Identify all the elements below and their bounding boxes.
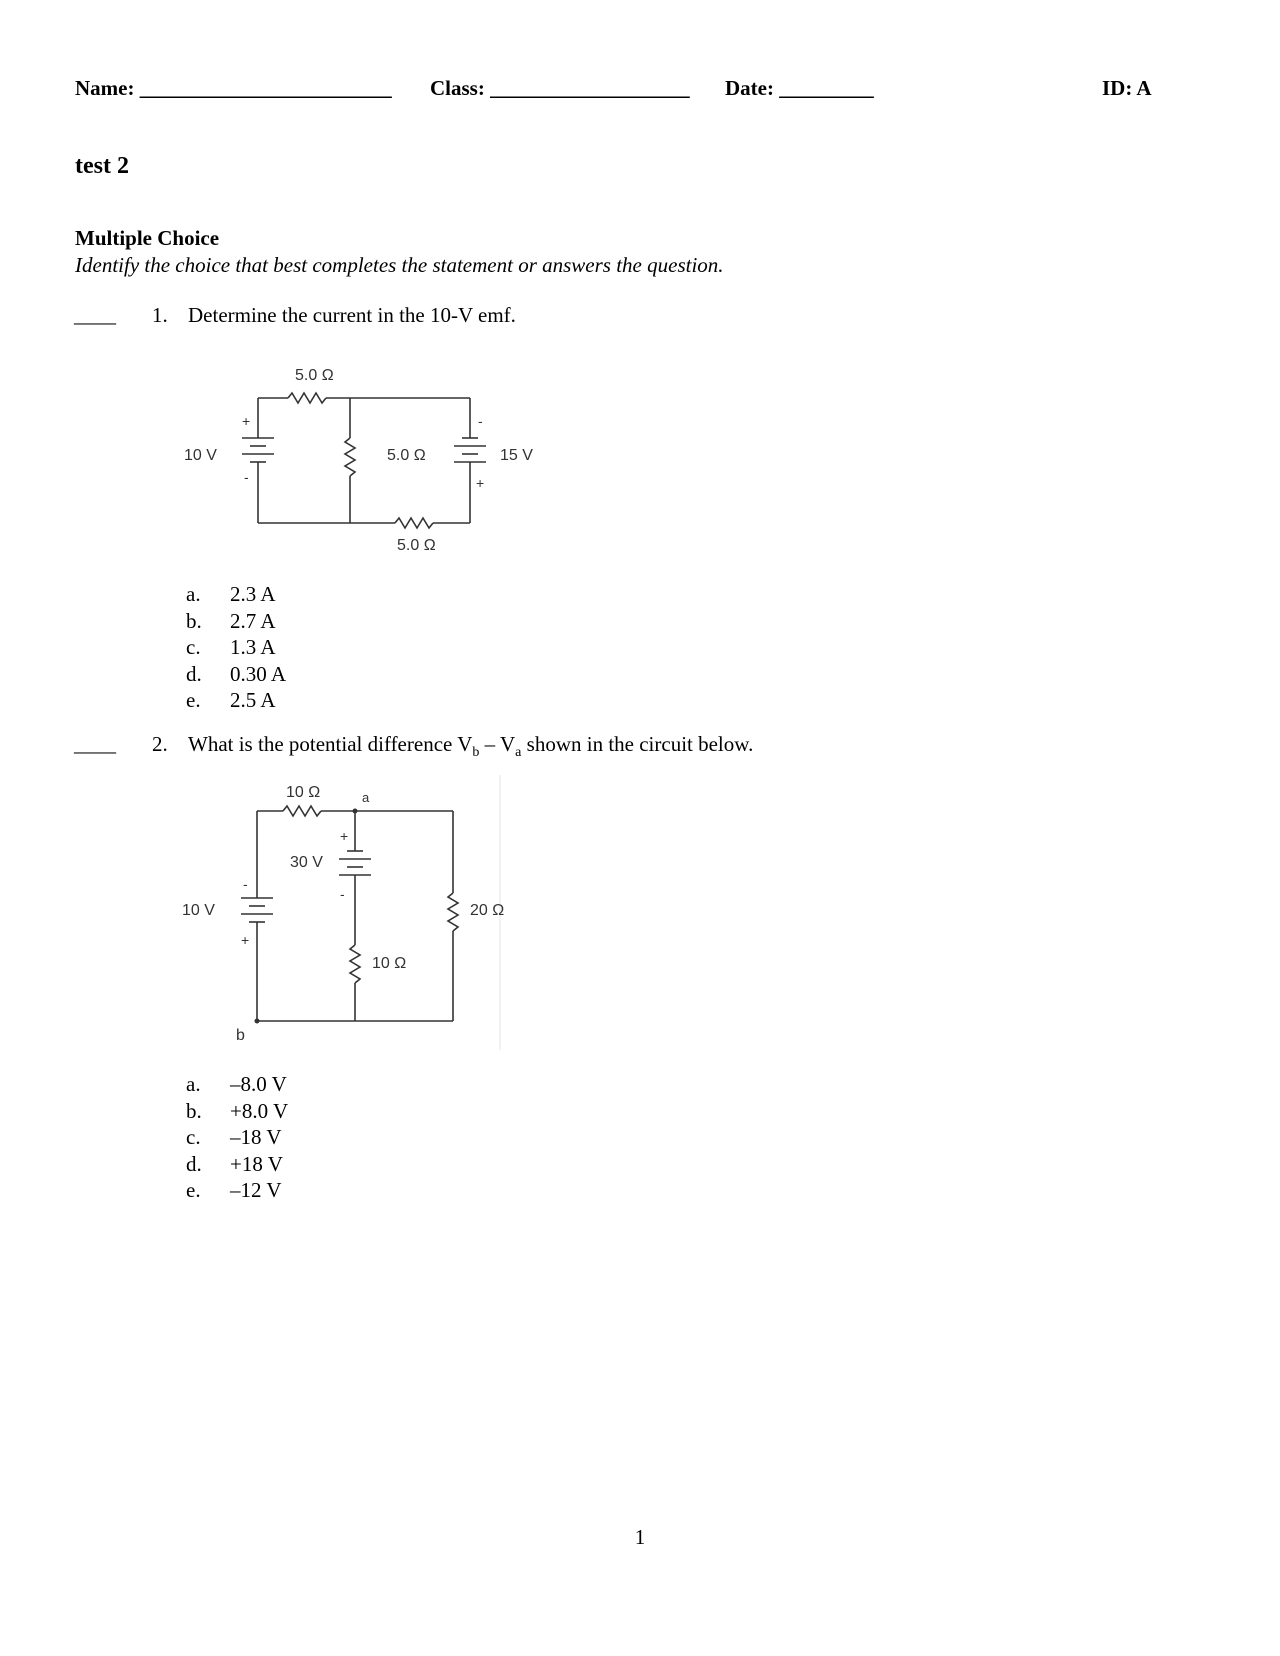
choice-letter: a.: [186, 582, 201, 606]
circuit2-right-resistor-label: 20 Ω: [470, 902, 505, 919]
circuit2-left-minus-sign: -: [243, 876, 248, 892]
page-number: 1: [634, 1525, 646, 1549]
choice-2a[interactable]: [186, 1071, 288, 1098]
circuit1-right-plus-sign: +: [476, 475, 485, 491]
choice-text: 2.3 A: [230, 582, 276, 606]
choice-text: +8.0 V: [230, 1098, 289, 1123]
circuit2-middle-voltage-label: 30 V: [290, 854, 323, 871]
circuit1-bottom-resistor-label: 5.0 Ω: [397, 537, 436, 554]
choice-letter: c.: [186, 1125, 201, 1149]
choice-2b[interactable]: [186, 1098, 288, 1125]
choice-letter: e.: [186, 1178, 201, 1202]
circuit1-top-resistor-label: 5.0 Ω: [295, 367, 334, 384]
circuit2-node-a-label: a: [362, 790, 370, 805]
choice-1d[interactable]: [186, 661, 286, 688]
circuit1-right-voltage-label: 15 V: [500, 447, 533, 464]
choices-list-2: [186, 1071, 288, 1204]
choice-1e[interactable]: [186, 687, 286, 714]
test-title: test 2: [75, 153, 129, 179]
section-instructions: Identify the choice that best completes the statement or answers the question.: [75, 253, 724, 277]
choice-letter: d.: [186, 1151, 202, 1176]
question-number-2: 2.: [152, 732, 168, 756]
choice-text: –8.0 V: [230, 1072, 287, 1096]
circuit1-left-minus-sign: -: [244, 469, 249, 485]
name-field-label: Name: ________________________: [75, 76, 392, 100]
circuit2-middle-minus-sign: -: [340, 886, 345, 902]
test-id-label: ID: A: [1102, 76, 1152, 100]
circuit-diagram-2: [180, 775, 520, 1050]
class-field-label: Class: ___________________: [430, 76, 690, 100]
choice-letter: e.: [186, 688, 201, 712]
circuit1-middle-resistor-label: 5.0 Ω: [387, 447, 426, 464]
choice-text: +18 V: [230, 1151, 283, 1176]
circuit-diagram-1: [180, 350, 560, 565]
choice-letter: d.: [186, 661, 202, 686]
answer-blank-1: ____: [74, 303, 116, 327]
choice-2c[interactable]: [186, 1124, 288, 1151]
choice-letter: b.: [186, 608, 202, 633]
choice-text: –18 V: [230, 1125, 282, 1149]
circuit2-middle-plus-sign: +: [340, 828, 349, 844]
choice-1b[interactable]: [186, 608, 286, 635]
circuit2-top-resistor-label: 10 Ω: [286, 784, 321, 801]
choice-1a[interactable]: [186, 581, 286, 608]
choices-list-1: [186, 581, 286, 714]
circuit2-node-a-dot: [353, 809, 358, 814]
circuit2-left-plus-sign: +: [241, 932, 250, 948]
answer-blank-2: ____: [74, 732, 116, 756]
choice-letter: c.: [186, 635, 201, 659]
choice-letter: b.: [186, 1098, 202, 1123]
circuit1-right-minus-sign: -: [478, 413, 483, 429]
circuit2-middle-resistor-label: 10 Ω: [372, 955, 407, 972]
choice-text: 1.3 A: [230, 635, 276, 659]
date-field-label: Date: _________: [725, 76, 874, 100]
choice-letter: a.: [186, 1072, 201, 1096]
choice-text: –12 V: [230, 1178, 282, 1202]
question-text-1: Determine the current in the 10-V emf.: [188, 303, 516, 327]
choice-2d[interactable]: [186, 1151, 288, 1178]
choice-1c[interactable]: [186, 634, 286, 661]
circuit2-left-voltage-label: 10 V: [182, 902, 215, 919]
question-text-2: What is the potential difference $V_b - V_a$ shown in the circuit below.: [188, 732, 754, 761]
circuit1-left-voltage-label: 10 V: [184, 447, 217, 464]
choice-text: 0.30 A: [230, 661, 287, 686]
choice-2e[interactable]: [186, 1177, 288, 1204]
question-number-1: 1.: [152, 303, 168, 327]
circuit2-node-b-label: b: [236, 1027, 245, 1044]
choice-text: 2.5 A: [230, 688, 276, 712]
choice-text: 2.7 A: [230, 608, 276, 633]
section-heading: Multiple Choice: [75, 226, 220, 250]
circuit2-node-b-dot: [255, 1019, 260, 1024]
circuit1-left-plus-sign: +: [242, 413, 251, 429]
